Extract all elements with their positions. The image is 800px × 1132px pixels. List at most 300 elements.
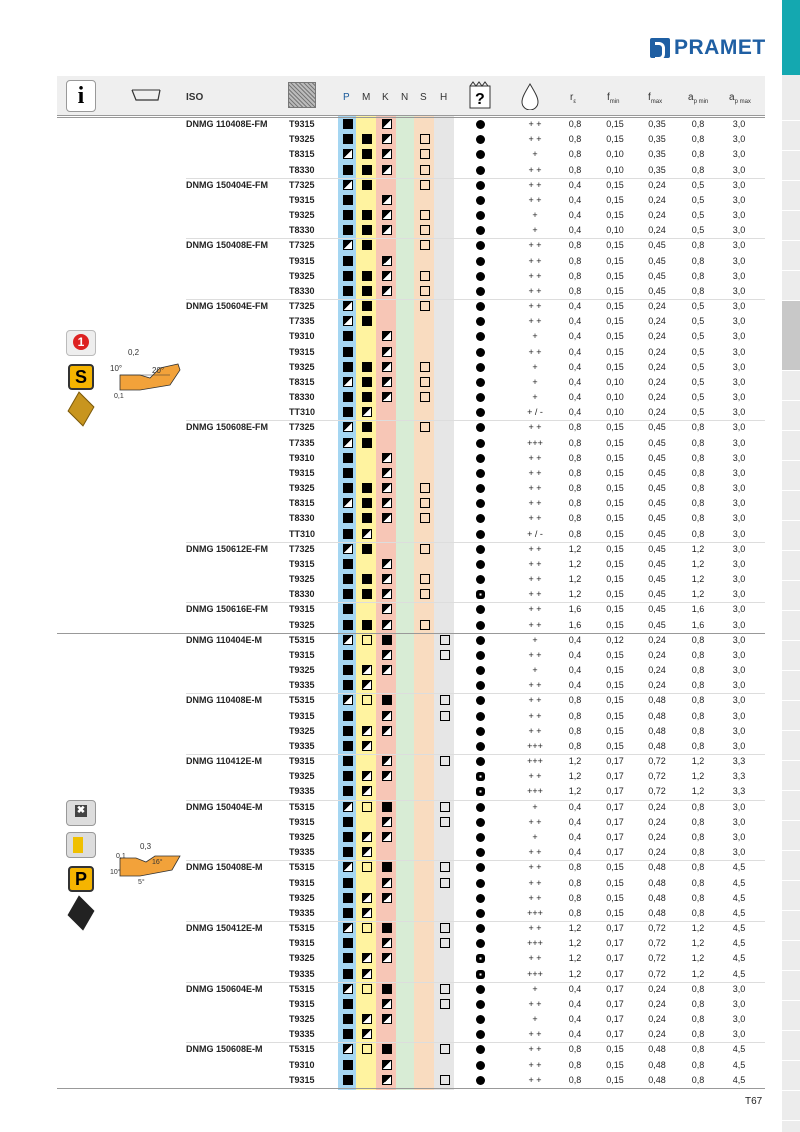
- chipbreaker-dot-icon: [476, 1045, 485, 1054]
- feed-max: 0,24: [648, 179, 666, 190]
- feed-min: 0,15: [606, 361, 624, 372]
- group-divider: [186, 602, 765, 603]
- chipbreaker-dot-icon: [476, 317, 485, 326]
- fm-geo-a: 0,2: [128, 348, 140, 357]
- grade-code: T9310: [289, 452, 315, 463]
- depth-max: 3,0: [732, 452, 746, 463]
- suitability-mark: [420, 225, 430, 235]
- feed-max: 0,24: [648, 346, 666, 357]
- iso-designation: DNMG 150412E-M: [186, 923, 263, 933]
- feed-min: 0,15: [606, 740, 624, 751]
- grade-code: T9325: [289, 270, 315, 281]
- suitability-mark: [420, 620, 430, 630]
- depth-max: 3,0: [732, 301, 746, 312]
- suitability-mark: [343, 422, 353, 432]
- chipbreaker-dot-icon: [476, 469, 485, 478]
- sidebar-divider: [782, 240, 800, 241]
- depth-max: 3,0: [732, 816, 746, 827]
- depth-max: 3,0: [732, 710, 746, 721]
- table-row: [0, 891, 800, 906]
- corner-radius: 0,4: [568, 376, 582, 387]
- suitability-mark: [343, 165, 353, 175]
- chipbreaker-dot-icon: [476, 135, 485, 144]
- table-row: [0, 238, 800, 253]
- sidebar-divider: [782, 1030, 800, 1031]
- suitability-mark: [440, 878, 450, 888]
- coolant-rating: +: [532, 210, 538, 221]
- depth-max: 3,0: [732, 725, 746, 736]
- fm-geo-c: 20°: [152, 366, 165, 375]
- iso-designation: DNMG 150612E-FM: [186, 543, 269, 554]
- table-row: [0, 754, 800, 769]
- chipbreaker-dot-icon: [476, 226, 485, 235]
- suitability-mark: [420, 589, 430, 599]
- suitability-mark: [343, 529, 353, 539]
- chipbreaker-dot-icon: [476, 287, 485, 296]
- table-row: [0, 997, 800, 1012]
- suitability-mark: [420, 392, 430, 402]
- depth-max: 3,0: [732, 240, 746, 251]
- chipbreaker-dot-icon: [476, 803, 485, 812]
- corner-radius: 0,8: [568, 437, 582, 448]
- feed-min: 0,15: [606, 907, 624, 918]
- suitability-mark: [362, 953, 372, 963]
- P-icon: P: [68, 866, 94, 892]
- grade-code: T5315: [289, 983, 315, 994]
- feed-min: 0,10: [606, 149, 624, 160]
- corner-radius: 0,8: [568, 134, 582, 145]
- feed-max: 0,45: [648, 437, 666, 448]
- suitability-mark: [362, 377, 372, 387]
- feed-max: 0,24: [648, 983, 666, 994]
- sidebar-divider: [782, 1060, 800, 1061]
- corner-radius: 0,4: [568, 1029, 582, 1040]
- feed-min: 0,15: [606, 240, 624, 251]
- coolant-rating: + +: [528, 179, 542, 190]
- feed-max: 0,24: [648, 225, 666, 236]
- feed-max: 0,24: [648, 1029, 666, 1040]
- suitability-mark: [382, 604, 392, 614]
- group-divider: [186, 542, 765, 543]
- coolant-rating: + +: [528, 346, 542, 357]
- suitability-mark: [343, 392, 353, 402]
- corner-radius: 0,8: [568, 862, 582, 873]
- sidebar-divider: [782, 730, 800, 731]
- suitability-mark: [362, 286, 372, 296]
- suitability-mark: [362, 301, 372, 311]
- m-geo-b: 0,1: [116, 853, 126, 860]
- feed-max: 0,24: [648, 634, 666, 645]
- feed-min: 0,17: [606, 968, 624, 979]
- suitability-mark: [343, 665, 353, 675]
- suitability-mark: [440, 650, 450, 660]
- group-divider: [186, 693, 765, 694]
- feed-min: 0,15: [606, 877, 624, 888]
- suitability-mark: [343, 938, 353, 948]
- grade-code: T5315: [289, 634, 315, 645]
- grade-code: T9315: [289, 998, 315, 1009]
- feed-min: 0,17: [606, 1014, 624, 1025]
- suitability-mark: [343, 741, 353, 751]
- table-row: [0, 1012, 800, 1027]
- depth-max: 4,5: [732, 877, 746, 888]
- m-geo-d: 16°: [152, 859, 163, 866]
- chipbreaker-dot-icon: [476, 621, 485, 630]
- coolant-rating: +++: [527, 907, 543, 918]
- depth-min: 0,8: [691, 877, 705, 888]
- iso-designation: DNMG 150608E-M: [186, 1044, 263, 1055]
- suitability-mark: [362, 726, 372, 736]
- suitability-mark: [343, 195, 353, 205]
- suitability-mark: [382, 832, 392, 842]
- table-row: [0, 254, 800, 269]
- table-row: [0, 921, 800, 936]
- grade-code: T9315: [289, 346, 315, 357]
- depth-min: 1,2: [691, 574, 705, 585]
- corner-radius: 0,4: [568, 847, 582, 858]
- col-header-M: M: [362, 92, 371, 103]
- suitability-mark: [362, 529, 372, 539]
- suitability-mark: [440, 635, 450, 645]
- coolant-rating: + +: [528, 316, 542, 327]
- suitability-mark: [343, 180, 353, 190]
- corner-radius: 0,8: [568, 467, 582, 478]
- feed-max: 0,24: [648, 301, 666, 312]
- grade-code: T9325: [289, 953, 315, 964]
- suitability-mark: [362, 392, 372, 402]
- suitability-mark: [420, 286, 430, 296]
- feed-max: 0,24: [648, 361, 666, 372]
- table-row: [0, 527, 800, 542]
- feed-max: 0,48: [648, 725, 666, 736]
- suitability-mark: [420, 377, 430, 387]
- grade-code: T8330: [289, 513, 315, 524]
- feed-min: 0,15: [606, 619, 624, 630]
- suitability-mark: [343, 559, 353, 569]
- chipbreaker-dot-icon: [476, 924, 485, 933]
- suitability-mark: [420, 574, 430, 584]
- suitability-mark: [420, 271, 430, 281]
- suitability-mark: [343, 256, 353, 266]
- suitability-mark: [382, 771, 392, 781]
- corner-radius: 0,8: [568, 1074, 582, 1085]
- feed-max: 0,45: [648, 619, 666, 630]
- suitability-mark: [362, 862, 372, 872]
- suitability-mark: [362, 893, 372, 903]
- coolant-rating: + +: [528, 452, 542, 463]
- grade-code: T9335: [289, 786, 315, 797]
- feed-max: 0,24: [648, 816, 666, 827]
- grade-code: T5315: [289, 923, 315, 933]
- corner-radius: 1,6: [568, 604, 582, 615]
- suitability-mark: [382, 559, 392, 569]
- depth-min: 0,8: [691, 816, 705, 827]
- table-row: [0, 982, 800, 997]
- chipbreaker-dot-icon: [476, 833, 485, 842]
- chipbreaker-alt-icon: [476, 954, 485, 963]
- suitability-mark: [343, 802, 353, 812]
- feed-min: 0,15: [606, 574, 624, 585]
- svg-text:?: ?: [475, 91, 485, 108]
- table-row: [0, 557, 800, 572]
- chipbreaker-dot-icon: [476, 423, 485, 432]
- suitability-mark: [343, 711, 353, 721]
- coolant-rating: + +: [528, 194, 542, 205]
- suitability-mark: [362, 149, 372, 159]
- corner-radius: 1,2: [568, 923, 582, 933]
- sidebar-accent-tab[interactable]: [782, 0, 800, 75]
- grade-code: T9315: [289, 710, 315, 721]
- suitability-mark: [343, 362, 353, 372]
- group-divider: [186, 238, 765, 239]
- feed-min: 0,15: [606, 134, 624, 145]
- feed-max: 0,72: [648, 953, 666, 964]
- feed-max: 0,72: [648, 923, 666, 933]
- feed-max: 0,72: [648, 968, 666, 979]
- suitability-mark: [343, 513, 353, 523]
- chipbreaker-dot-icon: [476, 166, 485, 175]
- info-icon: i: [66, 80, 96, 112]
- suitability-mark: [420, 513, 430, 523]
- suitability-mark: [343, 817, 353, 827]
- tag-1-icon: 1: [66, 330, 96, 356]
- depth-min: 0,8: [691, 134, 705, 145]
- feed-max: 0,45: [648, 270, 666, 281]
- coolant-rating: + +: [528, 604, 542, 615]
- brand-logo: [650, 36, 766, 60]
- feed-min: 0,17: [606, 771, 624, 782]
- coolant-rating: + +: [528, 892, 542, 903]
- depth-max: 3,0: [732, 225, 746, 236]
- iso-designation: DNMG 150604E-FM: [186, 301, 269, 312]
- suitability-mark: [382, 999, 392, 1009]
- depth-min: 0,8: [691, 240, 705, 251]
- grade-code: T8315: [289, 498, 315, 509]
- feed-max: 0,24: [648, 831, 666, 842]
- suitability-mark: [343, 832, 353, 842]
- suitability-mark: [343, 604, 353, 614]
- depth-min: 0,8: [691, 285, 705, 296]
- feed-max: 0,45: [648, 422, 666, 433]
- feed-min: 0,15: [606, 255, 624, 266]
- feed-max: 0,35: [648, 119, 666, 129]
- corner-radius: 1,2: [568, 953, 582, 964]
- suitability-mark: [440, 695, 450, 705]
- grade-code: T9325: [289, 574, 315, 585]
- feed-min: 0,15: [606, 513, 624, 524]
- suitability-mark: [382, 862, 392, 872]
- feed-max: 0,24: [648, 680, 666, 691]
- corner-radius: 0,4: [568, 316, 582, 327]
- suitability-mark: [382, 620, 392, 630]
- grade-code: T9335: [289, 1029, 315, 1040]
- corner-radius: 1,2: [568, 574, 582, 585]
- grade-code: T9325: [289, 483, 315, 494]
- depth-min: 0,8: [691, 983, 705, 994]
- coolant-rating: + +: [528, 467, 542, 478]
- depth-min: 0,8: [691, 998, 705, 1009]
- table-row: [0, 709, 800, 724]
- feed-min: 0,17: [606, 756, 624, 767]
- table-row: [0, 800, 800, 815]
- suitability-mark: [440, 923, 450, 933]
- suitability-mark: [343, 119, 353, 129]
- feed-max: 0,48: [648, 1074, 666, 1085]
- depth-max: 3,0: [732, 604, 746, 615]
- group-divider: [186, 420, 765, 421]
- sidebar-divider: [782, 640, 800, 641]
- depth-max: 3,0: [732, 847, 746, 858]
- suitability-mark: [362, 695, 372, 705]
- feed-min: 0,15: [606, 543, 624, 554]
- suitability-mark: [382, 453, 392, 463]
- grade-code: T9325: [289, 210, 315, 221]
- sidebar-divider: [782, 520, 800, 521]
- feed-max: 0,24: [648, 1014, 666, 1025]
- table-row: [0, 223, 800, 238]
- S-icon: S: [68, 364, 94, 390]
- corner-radius: 1,2: [568, 756, 582, 767]
- coolant-rating: +: [532, 665, 538, 676]
- chipbreaker-dot-icon: [476, 181, 485, 190]
- col-header-iso: ISO: [186, 92, 204, 103]
- suitability-mark: [362, 498, 372, 508]
- chipbreaker-dot-icon: [476, 363, 485, 372]
- depth-min: 0,8: [691, 892, 705, 903]
- sidebar-divider: [782, 760, 800, 761]
- corner-radius: 0,4: [568, 194, 582, 205]
- coolant-rating: + +: [528, 619, 542, 630]
- suitability-mark: [382, 665, 392, 675]
- feed-min: 0,15: [606, 452, 624, 463]
- table-row: [0, 618, 800, 633]
- table-row: [0, 284, 800, 299]
- suitability-mark: [440, 1075, 450, 1085]
- depth-min: 0,8: [691, 710, 705, 721]
- grade-code: T8330: [289, 392, 315, 403]
- iso-designation: DNMG 150616E-FM: [186, 604, 269, 615]
- feed-max: 0,24: [648, 392, 666, 403]
- suitability-mark: [440, 984, 450, 994]
- sidebar-divider: [782, 460, 800, 461]
- suitability-mark: [362, 923, 372, 933]
- iso-designation: DNMG 150608E-FM: [186, 422, 269, 433]
- m-section-top: [57, 633, 765, 634]
- grade-code: T9325: [289, 771, 315, 782]
- table-row: [0, 602, 800, 617]
- depth-min: 1,6: [691, 604, 705, 615]
- suitability-mark: [440, 1044, 450, 1054]
- coolant-rating: + +: [528, 771, 542, 782]
- depth-min: 0,5: [691, 210, 705, 221]
- sidebar-divider: [782, 880, 800, 881]
- iso-designation: DNMG 110412E-M: [186, 756, 263, 767]
- grade-code: T7325: [289, 301, 315, 312]
- feed-max: 0,45: [648, 589, 666, 600]
- coolant-rating: + +: [528, 422, 542, 433]
- suitability-mark: [343, 953, 353, 963]
- coolant-rating: + +: [528, 255, 542, 266]
- depth-max: 4,5: [732, 1044, 746, 1055]
- suitability-mark: [382, 984, 392, 994]
- suitability-mark: [343, 786, 353, 796]
- chipbreaker-dot-icon: [476, 1061, 485, 1070]
- depth-min: 1,2: [691, 786, 705, 797]
- suitability-mark: [382, 650, 392, 660]
- feed-min: 0,15: [606, 528, 624, 539]
- grade-code: TT310: [289, 528, 316, 539]
- feed-max: 0,48: [648, 740, 666, 751]
- feed-min: 0,15: [606, 270, 624, 281]
- col-header-P: P: [343, 92, 350, 103]
- coolant-rating: + +: [528, 285, 542, 296]
- suitability-mark: [343, 1044, 353, 1054]
- depth-max: 3,0: [732, 179, 746, 190]
- feed-min: 0,15: [606, 467, 624, 478]
- grade-code: T7325: [289, 240, 315, 251]
- coolant-rating: + +: [528, 240, 542, 251]
- corner-radius: 0,4: [568, 680, 582, 691]
- sidebar-divider: [782, 400, 800, 401]
- suitability-mark: [362, 225, 372, 235]
- group-divider: [186, 1042, 765, 1043]
- depth-max: 3,0: [732, 498, 746, 509]
- chipbreaker-dot-icon: [476, 545, 485, 554]
- chipbreaker-dot-icon: [476, 1015, 485, 1024]
- feed-min: 0,17: [606, 786, 624, 797]
- chipbreaker-help-icon: [467, 80, 493, 110]
- feed-min: 0,15: [606, 892, 624, 903]
- feed-max: 0,45: [648, 604, 666, 615]
- depth-max: 4,5: [732, 923, 746, 933]
- col-header-apmax: $a_{p max}$: [729, 92, 751, 105]
- depth-max: 4,5: [732, 1074, 746, 1085]
- m-geo-a: 0,3: [140, 842, 152, 851]
- feed-min: 0,15: [606, 604, 624, 615]
- depth-max: 3,3: [732, 771, 746, 782]
- suitability-mark: [420, 362, 430, 372]
- suitability-mark: [382, 362, 392, 372]
- sidebar-divider: [782, 940, 800, 941]
- feed-min: 0,15: [606, 285, 624, 296]
- depth-min: 0,8: [691, 513, 705, 524]
- depth-max: 4,5: [732, 938, 746, 949]
- coolant-rating: + +: [528, 574, 542, 585]
- grade-code: T9335: [289, 847, 315, 858]
- page-number: T67: [745, 1096, 763, 1107]
- suitability-mark: [343, 695, 353, 705]
- coolant-drop-icon: [520, 82, 540, 110]
- coolant-rating: +: [532, 392, 538, 403]
- chipbreaker-dot-icon: [476, 499, 485, 508]
- feed-min: 0,12: [606, 634, 624, 645]
- feed-min: 0,15: [606, 589, 624, 600]
- depth-min: 0,8: [691, 801, 705, 812]
- chipbreaker-dot-icon: [476, 257, 485, 266]
- table-row: [0, 299, 800, 314]
- chipbreaker-dot-icon: [476, 666, 485, 675]
- iso-designation: DNMG 110408E-FM: [186, 119, 268, 129]
- iso-designation: DNMG 150408E-FM: [186, 240, 269, 251]
- grade-code: T9325: [289, 361, 315, 372]
- table-row: [0, 193, 800, 208]
- coolant-rating: +: [532, 376, 538, 387]
- coolant-rating: +++: [527, 740, 543, 751]
- depth-min: 0,8: [691, 695, 705, 706]
- depth-min: 0,5: [691, 392, 705, 403]
- suitability-mark: [362, 741, 372, 751]
- suitability-mark: [343, 726, 353, 736]
